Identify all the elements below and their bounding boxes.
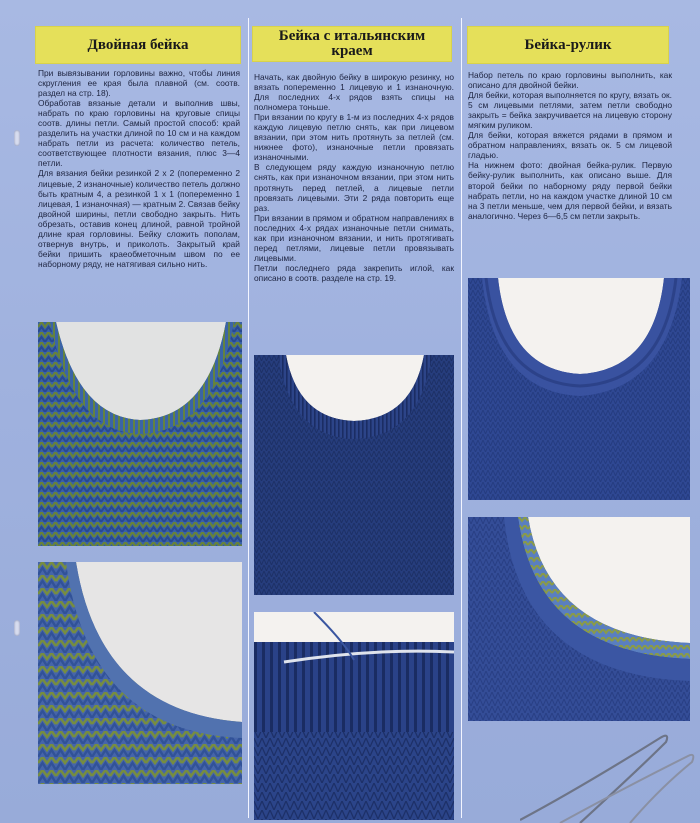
- photo-double-roll-closeup: [468, 517, 690, 721]
- paragraph: Для бейки, которая выполняется по кругу, вязать ок. 5 см лицевыми петлями, затем петли свободно закрыть = бейка закручивается на лицевую сторону мягким руликом.: [468, 90, 672, 131]
- photo-multicolor-neckline: [38, 322, 242, 546]
- photo-multicolor-band-closeup: [38, 562, 242, 784]
- paragraph: При вязании по кругу в 1-м из последних 4-х рядов каждую лицевую петлю снять, как при лицевом вязании, при этом нить протянуть за петлей (см. нижнее фото), изнаночные петли провязать изнаночными.: [254, 112, 454, 163]
- photo-roll-neckline: [468, 278, 690, 500]
- column-divider: [248, 18, 249, 818]
- photo-italian-edge-knitting: [254, 612, 454, 820]
- section-heading: Бейка с итальянским краем: [252, 26, 452, 62]
- circular-needle-illustration: [520, 728, 700, 823]
- paragraph: В следующем ряду каждую изнаночную петлю снять, как при изнаночном вязании, при этом нить протянуть перед петлей, а лицевые петли провязать лицевыми. Эти 2 ряда повторить еще раз.: [254, 162, 454, 213]
- section-text: [468, 70, 672, 221]
- paragraph: При вязании в прямом и обратном направлениях в последних 4-х рядах изнаночные петли снимать, как при изнаночном вязании, и нить протягивать перед петлями, лицевые петли провязывать лицевыми.: [254, 212, 454, 263]
- section-text: [254, 72, 454, 283]
- section-heading: Бейка-рулик: [467, 26, 669, 64]
- section-text: [38, 68, 240, 269]
- binding-mark: [14, 130, 20, 146]
- paragraph: Обработав вязаные детали и выполнив швы, набрать по краю горловины на круговые спицы соотв. длины петли. Самый простой способ: край разделить на участки длиной по 10 см и на каждом набрать петли из расчета: количество петель, соответствующее плотности вязания, плюс 3—4 петли.: [38, 98, 240, 169]
- paragraph: На нижнем фото: двойная бейка-рулик. Первую бейку-рулик выполнить, как описано выше. Для второй бейки по наборному ряду первой бейки набрать петли, но на каждом участке длиной 10 см на 3 петли меньше, чем для первой бейки, и вязать аналогично. Через 6—6,5 см петли закрыть.: [468, 160, 672, 221]
- paragraph: Набор петель по краю горловины выполнить, как описано для двойной бейки.: [468, 70, 672, 91]
- paragraph: При вывязывании горловины важно, чтобы линия скругления ее края была плавной (см. соотв. раздел на стр. 18).: [38, 68, 240, 99]
- paragraph: Для вязания бейки резинкой 2 х 2 (попеременно 2 лицевые, 2 изнаночные) количество петель должно быть кратным 4, а резинкой 1 х 1 (попеременно 1 лицевая, 1 изнаночная) — кратным 2. Связав бейку двойной ширины, петли свободно закрыть. Нить обрезать, оставив конец длиной, равной тройной длине края горловины. Бейку сложить пополам, отвернув внутрь, и приколоть. Закрытый край бейки пришить краеобметочным швом по ее наборному ряду, не натягивая сильно нить.: [38, 168, 240, 269]
- section-heading: Двойная бейка: [35, 26, 241, 64]
- paragraph: Петли последнего ряда закрепить иглой, как описано в соотв. разделе на стр. 19.: [254, 262, 454, 283]
- binding-mark: [14, 620, 20, 636]
- column-divider: [461, 18, 462, 818]
- paragraph: Начать, как двойную бейку в широкую резинку, но вязать попеременно 1 лицевую и 1 изнаночную. Для последних 4-х рядов взять спицы на полномера тоньше.: [254, 72, 454, 113]
- paragraph: Для бейки, которая вяжется рядами в прямом и обратном направлениях, вязать ок. 5 см лицевой гладью.: [468, 130, 672, 161]
- photo-navy-neckline: [254, 355, 454, 595]
